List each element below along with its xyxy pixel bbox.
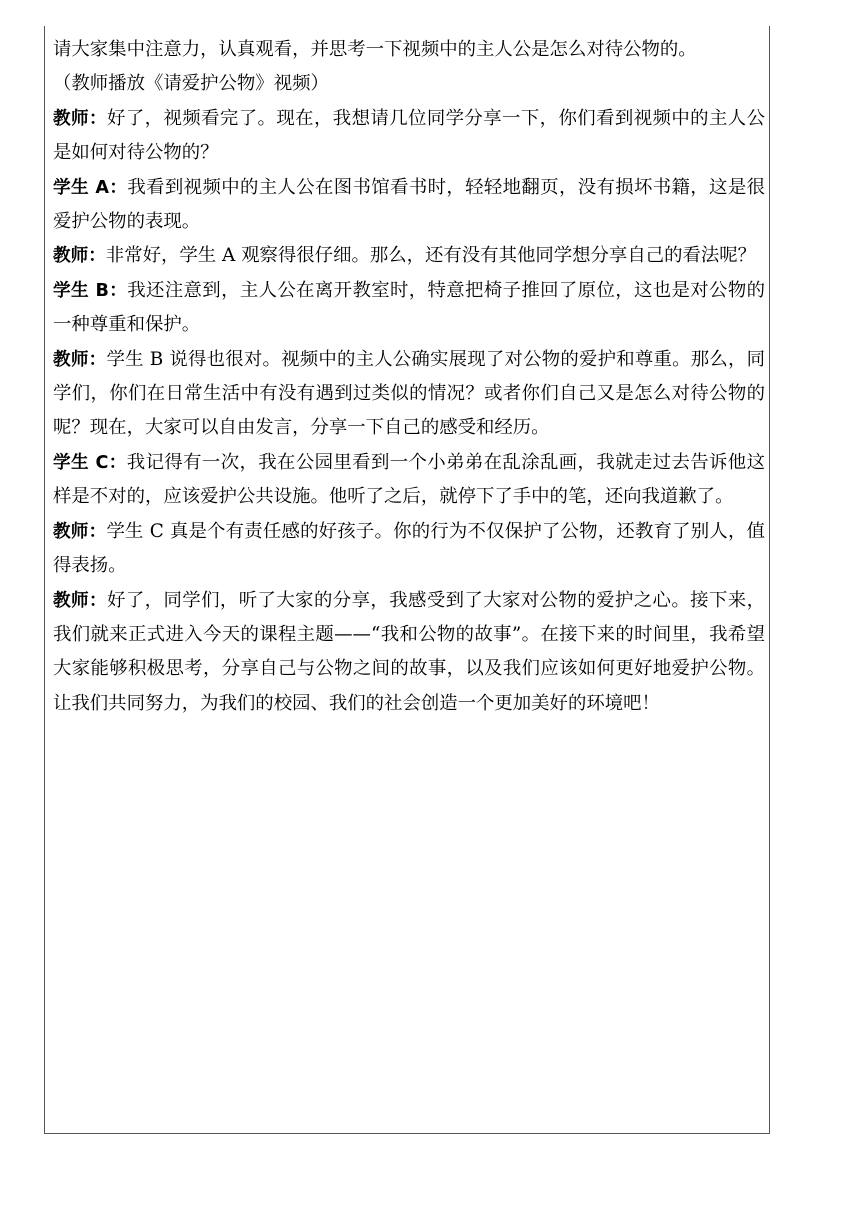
speaker-label: 学生 C：	[53, 452, 127, 473]
speaker-label: 教师：	[53, 590, 108, 611]
paragraph-text: （教师播放《请爱护公物》视频）	[53, 73, 329, 95]
dialogue-text: 我看到视频中的主人公在图书馆看书时，轻轻地翻页，没有损坏书籍，这是很爱护公物的表现。	[53, 176, 765, 233]
dialogue-text: 学生 C 真是个有责任感的好孩子。你的行为不仅保护了公物，还教育了别人，值得表扬。	[53, 520, 765, 577]
lesson-transcript	[53, 33, 765, 721]
dialogue-teacher-closing	[53, 584, 765, 722]
speaker-label: 教师：	[53, 108, 108, 129]
speaker-label: 教师：	[53, 349, 107, 370]
speaker-label: 教师：	[53, 521, 107, 542]
dialogue-text: 好了，同学们，听了大家的分享，我感受到了大家对公物的爱护之心。接下来，我们就来正式进入今天的课程主题——“我和公物的故事”。在接下来的时间里，我希望大家能够积极思考，分享自己与公物之间的故事，以及我们应该如何更好地爱护公物。让我们共同努力，为我们的校园、我们的社会创造一个更加美好的环境吧！	[53, 589, 765, 714]
dialogue-teacher	[53, 515, 765, 584]
dialogue-student-c	[53, 446, 765, 515]
dialogue-text: 学生 B 说得也很对。视频中的主人公确实展现了对公物的爱护和尊重。那么，同学们，你们在日常生活中有没有遇到过类似的情况？或者你们自己又是怎么对待公物的呢？现在，大家可以自由发言，分享一下自己的感受和经历。	[53, 348, 765, 439]
dialogue-teacher	[53, 343, 765, 446]
speaker-label: 教师：	[53, 246, 106, 267]
paragraph-stage-direction	[53, 67, 765, 101]
dialogue-text: 非常好，学生 A 观察得很仔细。那么，还有没有其他同学想分享自己的看法呢？	[105, 245, 757, 267]
speaker-label: 学生 B：	[53, 280, 128, 301]
dialogue-text: 我还注意到，主人公在离开教室时，特意把椅子推回了原位，这也是对公物的一种尊重和保护。	[53, 279, 765, 336]
dialogue-teacher	[53, 239, 765, 273]
speaker-label: 学生 A：	[53, 177, 128, 198]
dialogue-text: 我记得有一次，我在公园里看到一个小弟弟在乱涂乱画，我就走过去告诉他这样是不对的，应该爱护公共设施。他听了之后，就停下了手中的笔，还向我道歉了。	[53, 451, 765, 508]
dialogue-teacher	[53, 102, 765, 171]
paragraph-text: 请大家集中注意力，认真观看，并思考一下视频中的主人公是怎么对待公物的。	[53, 39, 697, 60]
dialogue-text: 好了，视频看完了。现在，我想请几位同学分享一下，你们看到视频中的主人公是如何对待公物的？	[53, 107, 765, 164]
paragraph-intro	[53, 33, 765, 67]
dialogue-student-b	[53, 274, 765, 343]
dialogue-student-a	[53, 171, 765, 240]
